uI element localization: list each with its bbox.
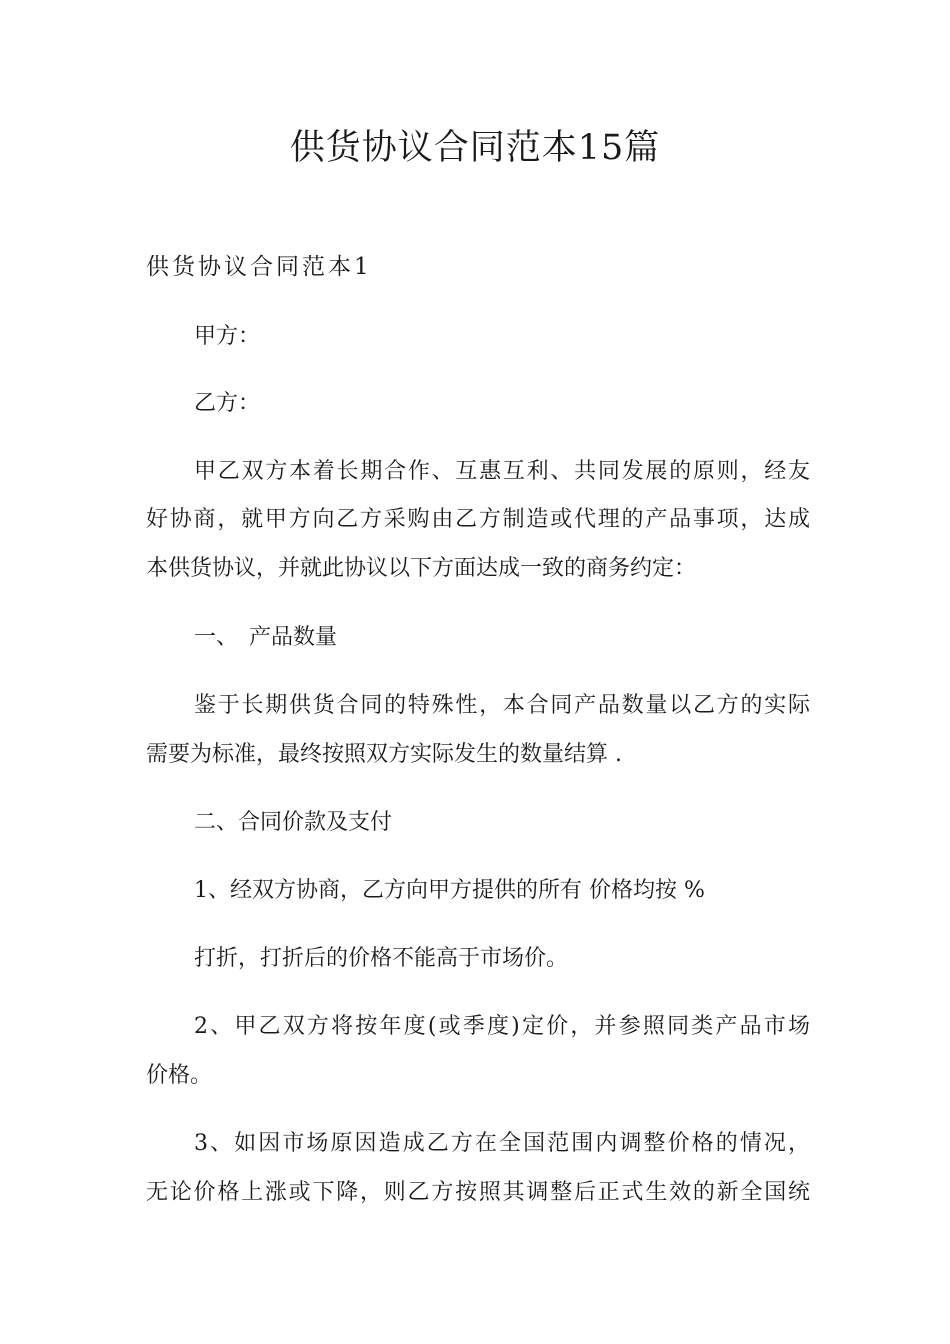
paragraph-line: 打折，打折后的价格不能高于市场价。	[194, 946, 569, 971]
document-title: 供货协议合同范本15篇	[289, 128, 661, 168]
paragraph-line: 鉴于长期供货合同的特殊性，本合同产品数量以乙方的实际	[194, 693, 810, 718]
paragraph-line: 无论价格上涨或下降，则乙方按照其调整后正式生效的新全国统	[146, 1180, 810, 1205]
party-b-line: 乙方：	[194, 391, 261, 416]
paragraph-line: 好协商，就甲方向乙方采购由乙方制造或代理的产品事项，达成	[146, 507, 810, 532]
paragraph-line: 需要为标准，最终按照双方实际发生的数量结算 .	[146, 742, 622, 767]
paragraph-line: 价格。	[146, 1063, 213, 1088]
paragraph-line: 3、如因市场原因造成乙方在全国范围内调整价格的情况，	[194, 1131, 810, 1156]
paragraph-line: 1、经双方协商，乙方向甲方提供的所有 价格均按 %	[194, 878, 705, 903]
section-heading: 供货协议合同范本1	[146, 254, 372, 280]
party-a-line: 甲方：	[194, 324, 261, 349]
clause-heading: 一、 产品数量	[194, 625, 338, 650]
clause-heading: 二、合同价款及支付	[194, 810, 393, 835]
paragraph-line: 本供货协议，并就此协议以下方面达成一致的商务约定：	[146, 556, 697, 581]
paragraph-line: 甲乙双方本着长期合作、互惠互利、共同发展的原则，经友	[194, 459, 810, 484]
paragraph-line: 2、甲乙双方将按年度(或季度)定价，并参照同类产品市场	[194, 1014, 810, 1039]
